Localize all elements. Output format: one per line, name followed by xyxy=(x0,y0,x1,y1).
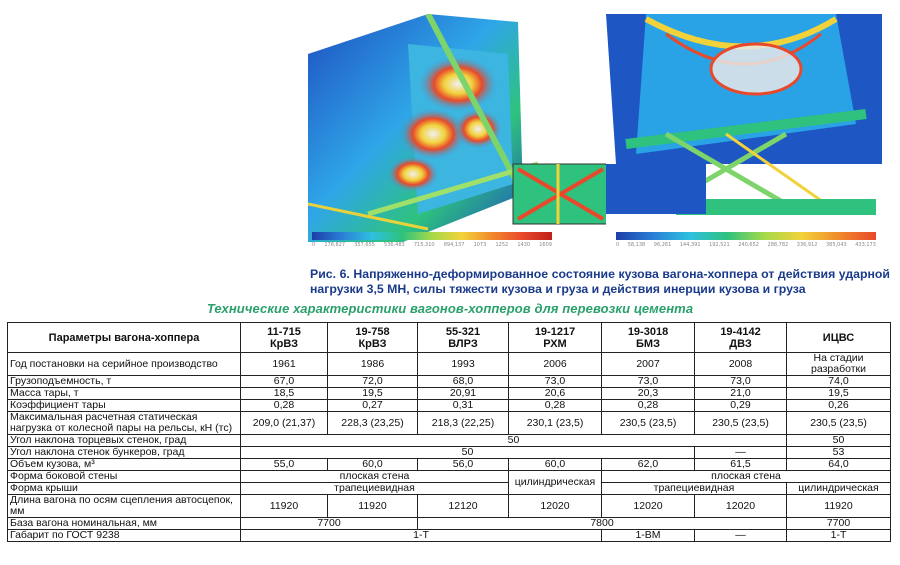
header-param: Параметры вагона-хоппера xyxy=(8,323,241,353)
table-header-row xyxy=(8,323,891,353)
param-value: 50 xyxy=(241,435,787,447)
param-value: На стадии разработки xyxy=(787,353,891,376)
param-value: 0,29 xyxy=(695,400,787,412)
header-col: 19-758 КрВЗ xyxy=(328,323,418,353)
param-value: 12020 xyxy=(695,495,787,518)
table-row xyxy=(8,412,891,435)
param-value: — xyxy=(695,447,787,459)
param-value: 55,0 xyxy=(241,459,328,471)
param-value: 7700 xyxy=(787,518,891,530)
fea-model-right-image xyxy=(606,14,882,242)
param-value: 19,5 xyxy=(328,388,418,400)
param-value: 50 xyxy=(787,435,891,447)
param-value: 20,3 xyxy=(602,388,695,400)
param-label: База вагона номинальная, мм xyxy=(8,518,241,530)
param-value: 61,5 xyxy=(695,459,787,471)
param-value: 19,5 xyxy=(787,388,891,400)
param-value: 230,5 (23,5) xyxy=(602,412,695,435)
table-row xyxy=(8,435,891,447)
param-value: 0,28 xyxy=(241,400,328,412)
table-row xyxy=(8,400,891,412)
param-value: 20,91 xyxy=(418,388,509,400)
param-label: Длина вагона по осям сцепления автосцепок, мм xyxy=(8,495,241,518)
param-value: 0,31 xyxy=(418,400,509,412)
table-row xyxy=(8,471,891,483)
stress-legend-bar-right xyxy=(616,232,876,240)
table-title: Технические характеристики вагонов-хопперов для перевозки цемента xyxy=(206,301,694,316)
param-label: Грузоподъемность, т xyxy=(8,376,241,388)
param-value: 68,0 xyxy=(418,376,509,388)
param-value: 1986 xyxy=(328,353,418,376)
table-row xyxy=(8,483,891,495)
param-value: 18,5 xyxy=(241,388,328,400)
param-value: 62,0 xyxy=(602,459,695,471)
param-value: 1993 xyxy=(418,353,509,376)
param-value: 2008 xyxy=(695,353,787,376)
param-value: 2007 xyxy=(602,353,695,376)
fea-model-left-image xyxy=(308,14,608,242)
stress-legend-scale-right: 0 58,138 96,261 144,391 192,521 240,652 288,782 336,912 385,043 433,173 xyxy=(616,242,876,248)
param-value: 11920 xyxy=(241,495,328,518)
table-row xyxy=(8,459,891,471)
header-col: 11-715 КрВЗ xyxy=(241,323,328,353)
param-value: 53 xyxy=(787,447,891,459)
header-col: 19-3018 БМЗ xyxy=(602,323,695,353)
param-value: 12020 xyxy=(602,495,695,518)
stress-render-left xyxy=(308,14,608,242)
param-value: 218,3 (22,25) xyxy=(418,412,509,435)
param-value: 1961 xyxy=(241,353,328,376)
param-value: — xyxy=(695,530,787,542)
param-value: 230,1 (23,5) xyxy=(509,412,602,435)
header-col: ИЦВС xyxy=(787,323,891,353)
param-value: 73,0 xyxy=(602,376,695,388)
header-col: 55-321 ВЛРЗ xyxy=(418,323,509,353)
header-col: 19-1217 РХМ xyxy=(509,323,602,353)
param-value: 56,0 xyxy=(418,459,509,471)
param-value: 67,0 xyxy=(241,376,328,388)
param-value: 50 xyxy=(241,447,695,459)
stress-render-right xyxy=(606,14,882,242)
param-label: Коэффициент тары xyxy=(8,400,241,412)
specs-table xyxy=(7,322,891,542)
param-label: Угол наклона торцевых стенок, град xyxy=(8,435,241,447)
param-label: Масса тары, т xyxy=(8,388,241,400)
param-value: 11920 xyxy=(328,495,418,518)
figure-caption-text: Напряженно-деформированное состояние кузова вагона-хоппера от действия ударной нагрузки 3,5 МН, силы тяжести кузова и груза и действия инерции кузова и груза xyxy=(310,267,890,296)
table-row xyxy=(8,530,891,542)
param-value: 60,0 xyxy=(509,459,602,471)
table-row xyxy=(8,376,891,388)
param-value: 0,28 xyxy=(509,400,602,412)
stress-legend-bar-left xyxy=(312,232,552,240)
param-value: цилиндрическая xyxy=(509,471,602,495)
table-row xyxy=(8,353,891,376)
table-row xyxy=(8,495,891,518)
param-value: 72,0 xyxy=(328,376,418,388)
param-value: 73,0 xyxy=(509,376,602,388)
figure-caption xyxy=(310,267,890,297)
param-value: трапециевидная xyxy=(241,483,509,495)
param-value: 0,26 xyxy=(787,400,891,412)
param-value: цилиндрическая xyxy=(787,483,891,495)
param-label: Угол наклона стенок бункеров, град xyxy=(8,447,241,459)
param-value: 74,0 xyxy=(787,376,891,388)
figure-caption-label: Рис. 6. xyxy=(310,267,350,281)
param-label: Максимальная расчетная статическая нагрузка от колесной пары на рельсы, кН (тс) xyxy=(8,412,241,435)
param-value: 21,0 xyxy=(695,388,787,400)
param-value: 2006 xyxy=(509,353,602,376)
param-value: 11920 xyxy=(787,495,891,518)
param-value: 12120 xyxy=(418,495,509,518)
param-value: плоская стена xyxy=(602,471,891,483)
table-row xyxy=(8,518,891,530)
param-value: 1-ВМ xyxy=(602,530,695,542)
header-col: 19-4142 ДВЗ xyxy=(695,323,787,353)
table-row xyxy=(8,388,891,400)
param-value: 20,6 xyxy=(509,388,602,400)
param-value: 64,0 xyxy=(787,459,891,471)
param-label: Габарит по ГОСТ 9238 xyxy=(8,530,241,542)
param-value: 7700 xyxy=(241,518,418,530)
stress-legend-scale-left: 0 178,827 357,655 536,483 715,310 894,137 1073 1252 1430 1609 xyxy=(312,242,552,248)
param-label: Год постановки на серийное производство xyxy=(8,353,241,376)
param-value: 73,0 xyxy=(695,376,787,388)
param-value: 12020 xyxy=(509,495,602,518)
param-value: 228,3 (23,25) xyxy=(328,412,418,435)
param-value: 7800 xyxy=(418,518,787,530)
param-value: трапециевидная xyxy=(602,483,787,495)
param-label: Форма крыши xyxy=(8,483,241,495)
param-value: 230,5 (23,5) xyxy=(695,412,787,435)
param-value: 0,28 xyxy=(602,400,695,412)
param-value: 230,5 (23,5) xyxy=(787,412,891,435)
param-value: 0,27 xyxy=(328,400,418,412)
param-value: 1-Т xyxy=(787,530,891,542)
param-value: 209,0 (21,37) xyxy=(241,412,328,435)
param-label: Форма боковой стены xyxy=(8,471,241,483)
param-value: 60,0 xyxy=(328,459,418,471)
param-value: плоская стена xyxy=(241,471,509,483)
table-row xyxy=(8,447,891,459)
param-label: Объем кузова, м³ xyxy=(8,459,241,471)
param-value: 1-Т xyxy=(241,530,602,542)
